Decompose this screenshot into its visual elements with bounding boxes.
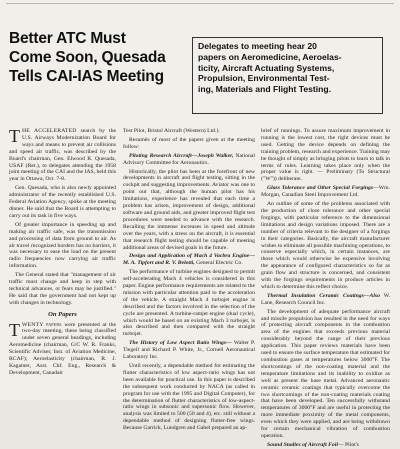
summary-line-2: papers on Aeromedicine, Aeroelas-	[198, 51, 342, 62]
paper-entry	[123, 340, 255, 361]
paper-authors: W. Lane, Research Council Inc.	[261, 292, 391, 306]
headline-line-3: Tells CAI-IAS Meeting	[9, 68, 164, 85]
paragraph	[9, 319, 116, 377]
paper-title: Glass Tolerance and Other Special Forgings	[267, 185, 374, 192]
article-headline	[9, 29, 187, 86]
paper-entry	[123, 253, 255, 267]
paper-entry	[123, 153, 255, 167]
paragraph-text: were presented at the two-day meeting, these being classified under seven general headings, including Aeromedicine (chairman, G/C W. R. Franks, Scientific Adviser, Inst. of Aviation Medicine, RCAF); Aeroelasticity (chairman, R. J. Kagamer, Asst. Chf. Eng., Research & Development, Canadair	[9, 321, 116, 376]
paragraph: The performance of turbine engines designed to permit self-accelerating Mach 4 vehicles is considered in this paper. Engine performance requirements are related to the mission with particular attention paid to the acceleration of the vehicle. A straight Mach 4 turbojet engine is described and the factors involved in the selection of the cycle are presented. A turbine-ramjet engine (dual cycle), which would be based on an existing Mach 3 turbojet, is also described and then compared with the straight turbojet.	[123, 269, 256, 338]
headline-line-1: Better ATC Must	[9, 30, 126, 47]
paper-authors: General Electric Co.	[196, 260, 243, 267]
paper-title: Thermal Insulation Ceramic Coatings—Also	[267, 292, 380, 299]
paper-entry	[261, 442, 390, 449]
headline-line-2: Come Soon, Quesada	[9, 49, 166, 66]
paragraph: An outline of some of the problems associated with the production of close tolerance and other special forgings, with particular reference to the dimensional limitations and design variations imposed. There are a number of criteria relevant to the designer of a forgings in their categories. Basically, the aircraft manufacturer wishes to eliminate all possible machining operations, to conserve especially which, in certain instances, are those which would otherwise be expensive involving the appearance of configured characteristics so far as grain flow and structure is concerned, and consistent with the forgings requirements in produce articles in which to determine this reflect choice.	[261, 201, 390, 290]
top-rule	[6, 3, 394, 4]
summary-line-5: ing, Materials and Flight Testing.	[198, 84, 332, 95]
summary-box	[192, 37, 383, 114]
summary-line-1: Delegates to meeting hear 20	[198, 41, 317, 51]
paper-authors: National Advisory Committee for Aeronautics.	[123, 152, 256, 166]
drop-cap: T	[9, 126, 20, 146]
paper-title: Piloting Research Aircraft—Joseph Walker,	[129, 152, 234, 159]
section-subhead: On Papers	[48, 310, 77, 318]
paper-authors: Walter P. Tiegell and Richard P. White, Jr., Cornell Aeronautical Laboratory Inc.	[123, 340, 256, 361]
drop-cap: T	[9, 319, 20, 340]
summary-line-3: ticity, Aircraft Actuating Systems,	[198, 62, 335, 73]
paper-entry	[261, 185, 390, 199]
paragraph-text: search by the U.S. Airways Modernization Board for ways and means to prevent air collisions and speed air traffic, was described by the Board's chairman, Gen. Elwood R. Quesada, USAF (Ret.), to delegates attending the 1958 joint meeting of the CAI and the IAS, held this year in Ottawa, Oct. 7-8.	[9, 128, 116, 183]
paragraph: The development of adequate performance aircraft and missile propulsion has resulted in the need for ways of protecting aircraft components in the combustion area of the engines that exceeds previous material considerably beyond the range of their previous application. This paper reviews materials have been used to ensure the surface temperature that estimated for combustion gases at temperatures below 3000°F. The shortcomings of the non-coating material and the temperature limitations and its inability to oxidize as well as present the base metal. Advanced aeronautic ceramic ceramic coatings that typically overcome the two shortcomings of the non-coating materials coating that have been developed. Ten successfully withstand temperatures of 3000°F and are useful in protecting the more immediate proximity of the metal components, even which they were applied, and are being withdrawn for certain mechanical vibration of combustion operation.	[261, 308, 390, 439]
column-middle	[123, 128, 256, 432]
paragraph: Test Pilot, Bristol Aircraft (Western) Ltd.).	[123, 128, 220, 134]
paragraph: Of greater importance in speeding up and making air traffic safe, was the transmission and processing of data from ground to air. As air travel recognized borders has no barriers, it was necessary to ease the load on the present radio frequencies now carrying air traffic information.	[9, 221, 116, 270]
paper-title: The History of Low Aspect Ratio Wings—	[129, 340, 232, 347]
paragraph: Historically, the pilot has been at the forefront of new developments in aircraft and flight testing, sitting in the cockpit and suggesting improvements. Aviator was one to point out that, although the human pilot has his limitations, experience has revealed that each time a problem has arisen, improvement of design, additional software and ground aids, and greater improved flight test procedures were needed to advance with the research. Recalling the immense increases in speed and altitude over the years, with a stress on the aircraft, it is essential that research flight testing should be capable of meeting additional areas of devised goals in the future.	[123, 168, 255, 251]
paper-title: Design and Application of Mach 4 Vacbra Engine—M. A. Tipfort and R. V. Belotti,	[123, 253, 255, 267]
paper-entry	[261, 293, 390, 307]
paper-authors: —Wm. Morgan, Canadian Steel Improvement Ltd.	[261, 185, 390, 199]
lead-in: HE ACCELERATED	[22, 128, 77, 134]
column-right	[261, 128, 391, 448]
paragraph: The General stated that "management of air traffic must change and keep in step with technical advances, or fears may be justified." He said that the government had not kept up with changes in technology.	[9, 272, 116, 306]
paper-authors: — Pilot's	[337, 441, 360, 448]
paragraph	[9, 128, 116, 183]
paragraph: brief of runnings. To assure maximum improvement in running is the lowest cost, the right devices must be used. Getting the device depends on defining the training problem, research and experience. Training may be thought of simply as bringing pilots to learn to talk in terms of rules. Learning takes place only when the proper value is right. — Preliminary (To Structural ("W")) deliberate.	[261, 128, 390, 183]
paragraph: Until recently, a dependable method for estimating the flutter characteristics of low aspect-ratio wings has not been available for practical use. In this paper is described the subsequent work conducted by NACA (as called in program for use with the 1995 and Digital Computer), for the determination of flutter characteristics of low-aspect-ratio wings in subsonic and supersonic flow. However, analysis was limited to 500 (50 and 4), etc. still without a dependable method of designing flutter-free wings. Because Garrick, Lundgren and Gabel prepared an ap-	[123, 363, 255, 432]
summary-line-4: Propulsion, Environmental Test-	[198, 73, 330, 84]
paragraph: Gen. Quesada, who is also newly appointed administrator of the recently established U.S. Federal Aviation Agency, spoke at the meeting dinner. He said that the Board is attempting to carry out its task in five ways.	[9, 185, 116, 219]
paper-title: Sound Studies of Aircraft Foil	[267, 441, 338, 448]
lead-in: WENTY papers	[22, 321, 62, 328]
column-left	[9, 128, 116, 398]
paragraph: Resumés of most of the papers given at the meeting follow:	[123, 136, 255, 150]
